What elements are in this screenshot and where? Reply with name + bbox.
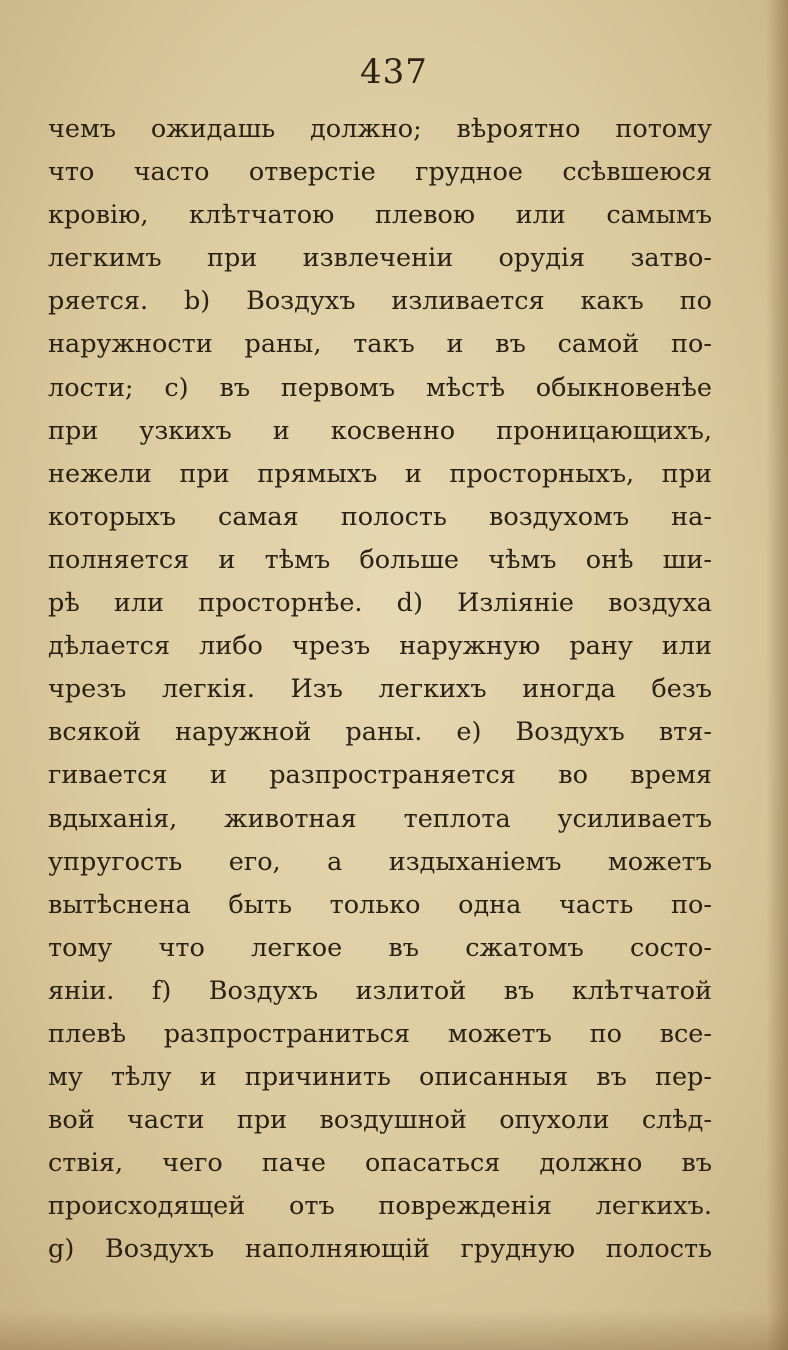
text-line: при узкихъ и косвенно проницающихъ, bbox=[48, 415, 712, 446]
text-line: которыхъ самая полость воздухомъ на- bbox=[48, 501, 712, 532]
text-line: кровію, клѣтчатою плевою или самымъ bbox=[48, 200, 712, 231]
text-line: упругость его, а издыханіемъ можетъ bbox=[48, 846, 712, 877]
text-line: гивается и разпространяется во время bbox=[48, 760, 712, 791]
text-line: тому что легкое въ сжатомъ состо- bbox=[48, 932, 712, 963]
text-line: нежели при прямыхъ и просторныхъ, при bbox=[48, 458, 712, 489]
text-line: яніи. f) Воздухъ излитой въ клѣтчатой bbox=[48, 975, 712, 1006]
text-line: плевѣ разпространиться можетъ по все- bbox=[48, 1018, 712, 1049]
text-line: му тѣлу и причинить описанныя въ пер- bbox=[48, 1062, 712, 1093]
text-line: что часто отверстіе грудное ссѣвшеюся bbox=[48, 157, 712, 188]
text-line: ряется. b) Воздухъ изливается какъ по bbox=[48, 286, 712, 317]
text-line: ствія, чего паче опасаться должно въ bbox=[48, 1148, 712, 1179]
page-number: 437 bbox=[360, 52, 428, 92]
text-line: g) Воздухъ наполняющій грудную полость bbox=[48, 1234, 712, 1265]
text-line: чрезъ легкія. Изъ легкихъ иногда безъ bbox=[48, 674, 712, 705]
text-line: чемъ ожидашь должно; вѣроятно потому bbox=[48, 114, 712, 144]
text-line: вой части при воздушной опухоли слѣд- bbox=[48, 1105, 712, 1136]
page-edge-shadow bbox=[766, 0, 788, 1350]
text-line: вдыханія, животная теплота усиливаетъ bbox=[48, 803, 712, 834]
text-line: легкимъ при извлеченіи орудія затво- bbox=[48, 243, 712, 274]
text-line: происходящей отъ поврежденія легкихъ. bbox=[48, 1191, 712, 1222]
body-text bbox=[48, 108, 712, 1272]
text-line: дѣлается либо чрезъ наружную рану или bbox=[48, 631, 712, 662]
text-line: всякой наружной раны. е) Воздухъ втя- bbox=[48, 717, 712, 748]
page-bottom-shadow bbox=[0, 1310, 788, 1350]
text-line: лости; с) въ первомъ мѣстѣ обыкновенѣе bbox=[48, 372, 712, 403]
text-line: рѣ или просторнѣе. d) Изліяніе воздуха bbox=[48, 588, 712, 619]
text-line: вытѣснена быть только одна часть по- bbox=[48, 889, 712, 920]
text-line: наружности раны, такъ и въ самой по- bbox=[48, 329, 712, 360]
text-line: полняется и тѣмъ больше чѣмъ онѣ ши- bbox=[48, 544, 712, 575]
